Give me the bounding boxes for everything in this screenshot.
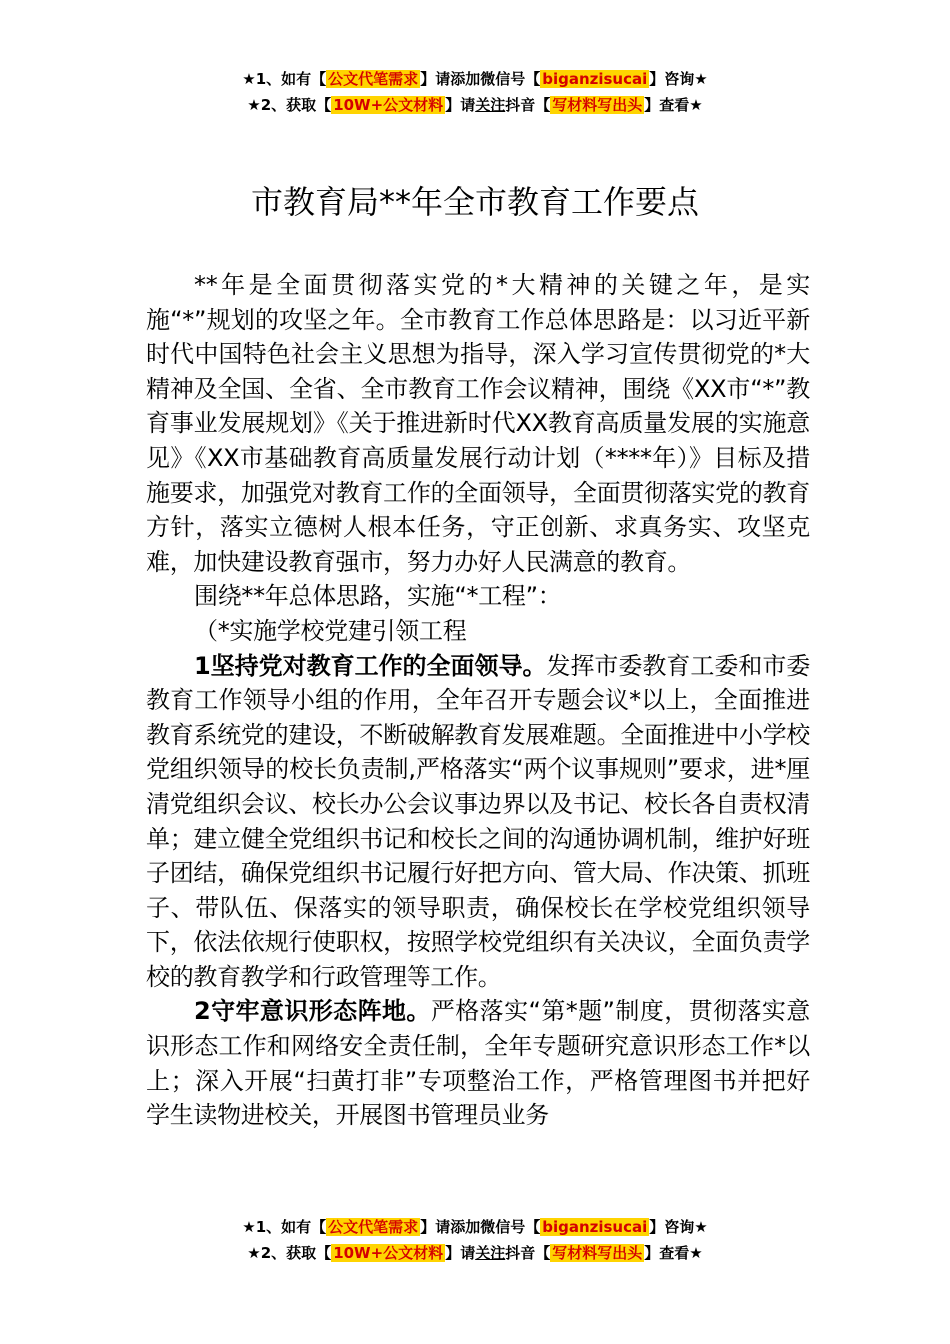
item-2-text: 严格落实“第*题”制度，贯彻落实意识形态工作和网络安全责任制，全年专题研究意识形态工作*以上；深入开展“扫黄打非”专项整治工作，严格管理图书并把好学生读物进校关，开展图书管理员业务 <box>146 997 810 1130</box>
underlined-follow: 关注 <box>475 96 506 114</box>
section-heading: （*实施学校党建引领工程 <box>194 616 467 645</box>
promo-line-2: ★2、获取【 10W+公文材料 】请关注抖音【 写材料写出头 】查看★ <box>247 1244 703 1262</box>
item-1-heading: 1坚持党对教育工作的全面领导。 <box>194 651 547 680</box>
highlight-materials: 10W+公文材料 <box>333 96 444 114</box>
promo-line-2: ★2、获取【 10W+公文材料 】请关注抖音【 写材料写出头 】查看★ <box>247 96 703 114</box>
item-1-text: 发挥市委教育工委和市委教育工作领导小组的作用，全年召开专题会议*以上，全面推进教育系统党的建设，不断破解教育发展难题。全面推进中小学校党组织领导的校长负责制,严格落实“两个议事规则”要求，进*厘清党组织会议、校长办公会议事边界以及书记、校长各自责权清单；建立健全党组织书记和校长之间的沟通协调机制，维护好班子团结，确保党组织书记履行好把方向、管大局、作决策、抓班子、带队伍、保落实的领导职责，确保校长在学校党组织领导下，依法依规行使职权，按照学校党组织有关决议，全面负责学校的教育教学和行政管理等工作。 <box>146 651 811 991</box>
promo-line-1: ★1、如有【 公文代笔需求 】请添加微信号【 biganzisucai 】咨询★ <box>242 1218 708 1236</box>
paragraph-intro: **年是全面贯彻落实党的*大精神的关键之年，是实施“*”规划的攻坚之年。全市教育工作总体思路是：以习近平新时代中国特色社会主义思想为指导，深入学习宣传贯彻党的*大精神及全国、全省、全市教育工作会议精神，围绕《XX市“*”教育事业发展规划》《关于推进新时代XX教育高质量发展的实施意见》《XX市基础教育高质量发展行动计划（****年）》目标及措施要求，加强党对教育工作的全面领导，全面贯彻落实党的教育方针，落实立德树人根本任务，守正创新、求真务实、攻坚克难，加快建设教育强市，努力办好人民满意的教育。 <box>146 271 810 576</box>
footer-promo-banner <box>0 1214 950 1266</box>
paragraph-item-2 <box>146 994 810 1132</box>
highlight-douyin: 写材料写出头 <box>552 1244 643 1262</box>
paragraph-item-1 <box>146 649 810 995</box>
underlined-follow: 关注 <box>475 1244 506 1262</box>
item-2-heading: 2守牢意识形态阵地。 <box>194 997 431 1026</box>
highlight-wechat-id: biganzisucai <box>542 1218 648 1236</box>
header-promo-banner <box>0 66 950 118</box>
highlight-materials: 10W+公文材料 <box>333 1244 444 1262</box>
paragraph-overview: 围绕**年总体思路，实施“*工程”： <box>194 582 562 611</box>
highlight-douyin: 写材料写出头 <box>552 96 643 114</box>
document-title: 市教育局**年全市教育工作要点 <box>250 183 699 221</box>
highlight-service: 公文代笔需求 <box>328 70 419 88</box>
document-body <box>146 268 810 1133</box>
promo-line-1: ★1、如有【 公文代笔需求 】请添加微信号【 biganzisucai 】咨询★ <box>242 70 708 88</box>
highlight-service: 公文代笔需求 <box>328 1218 419 1236</box>
highlight-wechat-id: biganzisucai <box>542 70 648 88</box>
